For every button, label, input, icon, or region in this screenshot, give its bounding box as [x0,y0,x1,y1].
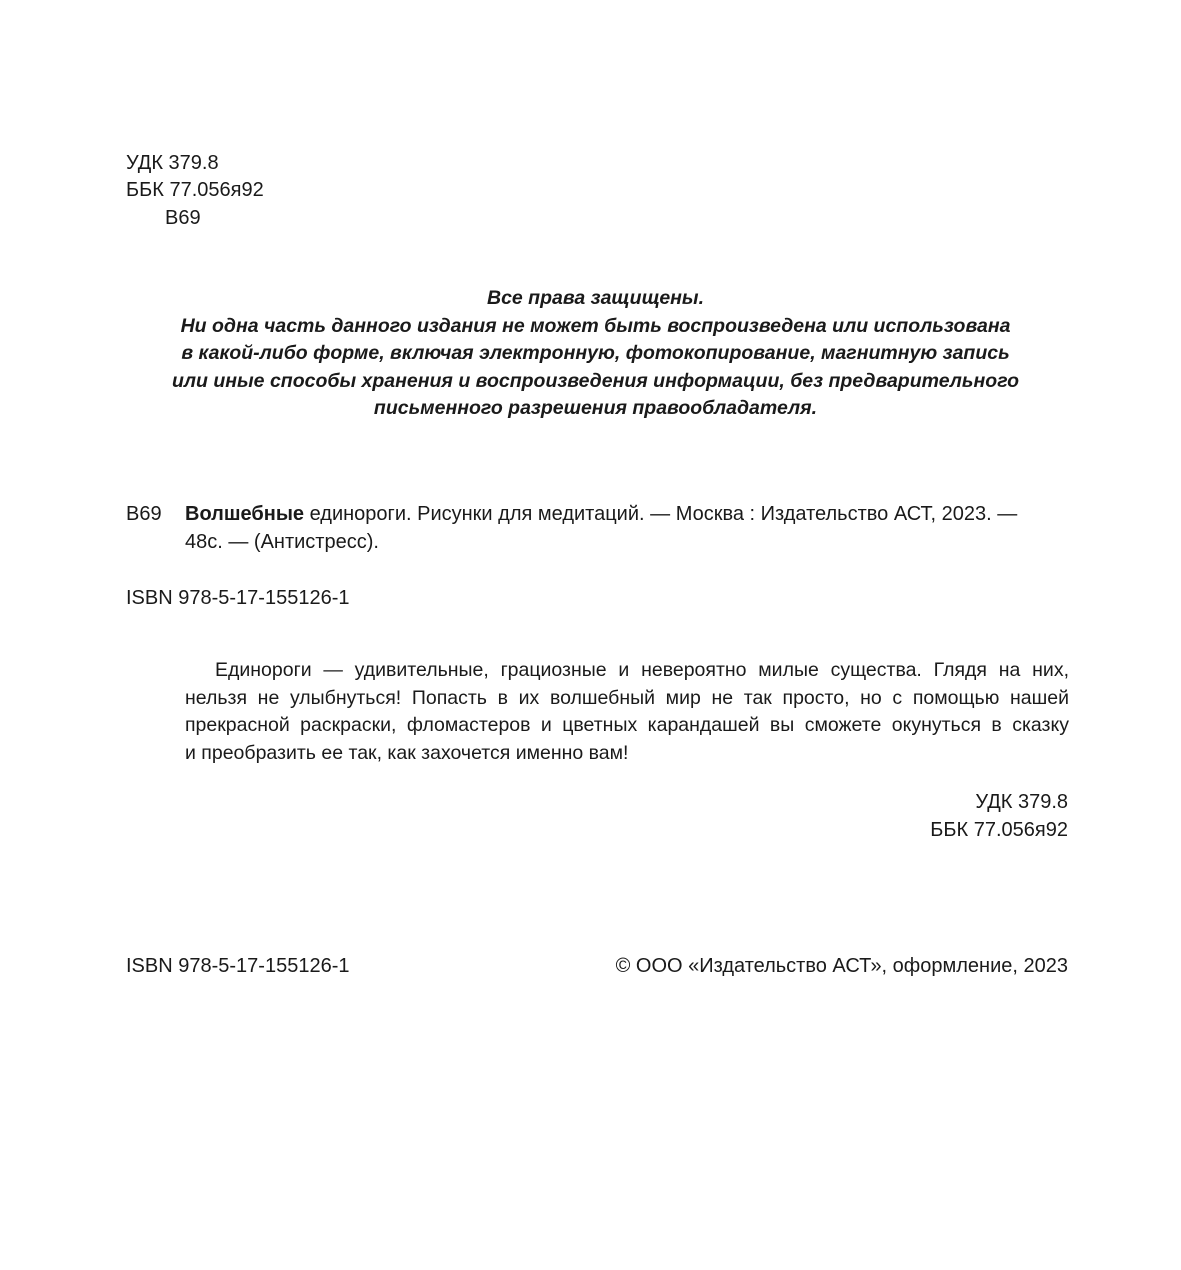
udk-code-right: УДК 379.8 [975,791,1068,813]
udk-code-top: УДК 379.8 [126,152,219,174]
isbn-bottom: ISBN 978-5-17-155126-1 [126,955,350,977]
annotation-line: и преобразить ее так, как захочется именно вам! [185,741,629,764]
isbn-top: ISBN 978-5-17-155126-1 [126,587,350,609]
rights-notice-line: в какой-либо форме, включая электронную, фотокопирование, магнитную запись [181,342,1010,364]
rights-notice [120,285,1071,423]
rights-notice-line: письменного разрешения правообладателя. [373,397,818,419]
rights-notice-line: Ни одна часть данного издания не может быть воспроизведена или использована [180,314,1011,337]
copyright-line: © ООО «Издательство АСТ», оформление, 2023 [615,955,1068,977]
bbk-code-right: ББК 77.056я92 [930,819,1068,841]
annotation-line: прекрасной раскраски, фломастеров и цветных карандашей вы сможете окунуться в сказку [185,714,1069,736]
bibliography-line-1 [185,501,1017,528]
annotation-line: нельзя не улыбнуться! Попасть в их волшебный мир не так просто, но с помощью нашей [185,686,1069,709]
bibliography-author-mark: В69 [126,503,162,525]
rights-notice-line: Все права защищены. [486,287,705,309]
author-mark-top: В69 [165,207,201,229]
annotation-line: Единороги — удивительные, грациозные и невероятно милые существа. Глядя на них, [215,659,1069,681]
annotation [185,657,1069,767]
classification-right [930,788,1068,844]
bibliography-line-2: 48с. — (Антистресс). [185,531,379,553]
rights-notice-line: или иные способы хранения и воспроизведения информации, без предварительного [171,369,1020,392]
bibliography-line-1-rest: единороги. Рисунки для медитаций. — Москва : Издательство АСТ, 2023. — [304,503,1018,525]
bibliography-title-bold: Волшебные [185,503,305,525]
bbk-code-top: ББК 77.056я92 [126,179,264,201]
